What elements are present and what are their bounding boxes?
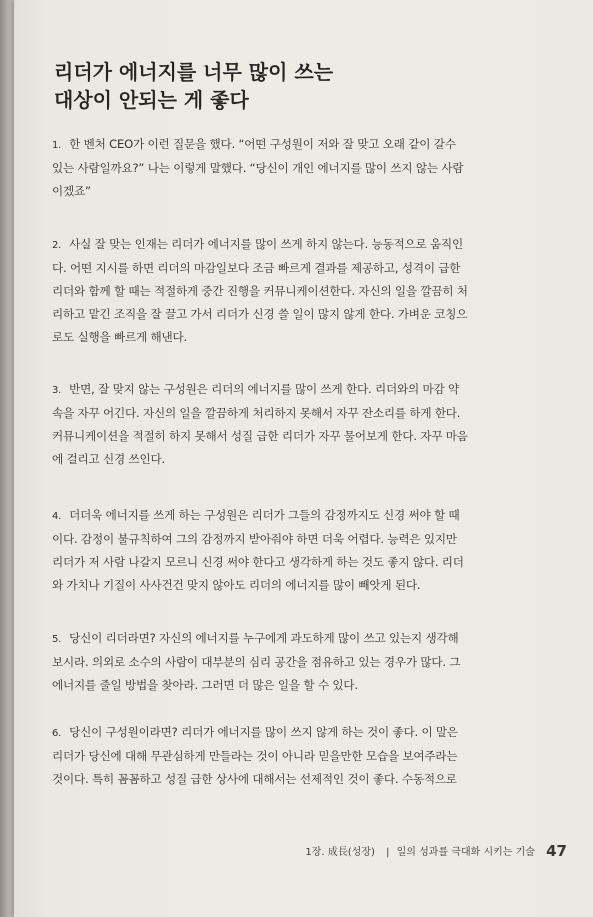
paragraph-number: 4. bbox=[52, 511, 62, 522]
footer-separator: | bbox=[386, 847, 390, 858]
numbered-paragraph-3 bbox=[52, 378, 552, 471]
page-title: 리더가 에너지를 너무 많이 쓰는 대상이 안되는 게 좋다 bbox=[54, 60, 334, 112]
book-binding bbox=[0, 0, 14, 917]
numbered-paragraph-6 bbox=[52, 721, 552, 791]
numbered-paragraph-2 bbox=[52, 233, 552, 349]
paragraph-number: 5. bbox=[52, 634, 62, 645]
paragraph-text: 한 벤처 CEO가 이런 질문을 했다. “어떤 구성원이 저와 잘 맞고 오래 같이 갈수 있는 사람일까요?” 나는 이렇게 말했다. “당신이 개인 에너지를 많이 쓰지 않는 사람 이겠죠” bbox=[52, 137, 464, 198]
numbered-paragraph-4 bbox=[52, 504, 552, 597]
numbered-paragraph-1 bbox=[52, 133, 552, 203]
paragraph-text: 더더욱 에너지를 쓰게 하는 구성원은 리더가 그들의 감정까지도 신경 써야 할 때 이다. 감정이 불규칙하여 그의 감정까지 받아줘야 하면 더욱 어렵다. 능력은 있지만 리더가 저 사람 나갈지 모르니 신경 써야 한다고 생각하게 하는 것도 좋지 않다. 리더 와 가치나 기질이 사사건건 맞지 않아도 리더의 에너지를 많이 빼앗게 된다. bbox=[52, 508, 464, 592]
paragraph-number: 3. bbox=[52, 385, 62, 396]
paragraph-number: 2. bbox=[52, 240, 62, 251]
paragraph-text: 당신이 리더라면? 자신의 에너지를 누구에게 과도하게 많이 쓰고 있는지 생각해 보시라. 의외로 소수의 사람이 대부분의 심리 공간을 점유하고 있는 경우가 많다. 그 에너지를 줄일 방법을 찾아라. 그러면 더 많은 일을 할 수 있다. bbox=[52, 631, 461, 692]
paragraph-number: 1. bbox=[52, 140, 62, 151]
book-page bbox=[14, 0, 593, 917]
page-number: 47 bbox=[546, 842, 567, 860]
running-footer bbox=[305, 842, 567, 860]
paragraph-text: 반면, 잘 맞지 않는 구성원은 리더의 에너지를 많이 쓰게 한다. 리더와의 마감 약 속을 자꾸 어긴다. 자신의 일을 깔끔하게 처리하지 못해서 자꾸 잔소리를 하게 한다. 커뮤니케이션을 적절히 하지 못해서 성질 급한 리더가 자꾸 물어보게 한다. 자꾸 마음 에 걸리고 신경 쓰인다. bbox=[52, 382, 468, 466]
paragraph-text: 사실 잘 맞는 인재는 리더가 에너지를 많이 쓰게 하지 않는다. 능동적으로 움직인 다. 어떤 지시를 하면 리더의 마감일보다 조금 빠르게 결과를 제공하고, 성격이 급한 리더와 함께 할 때는 적절하게 중간 진행을 커뮤니케이션한다. 자신의 일을 깔끔히 처 리하고 맡긴 조직을 잘 끌고 가서 리더가 신경 쓸 일이 많지 않게 한다. 가벼운 코칭으 로도 실행을 빠르게 해낸다. bbox=[52, 237, 468, 344]
paragraph-number: 6. bbox=[52, 728, 62, 739]
numbered-paragraph-5 bbox=[52, 627, 552, 697]
paragraph-text: 당신이 구성원이라면? 리더가 에너지를 많이 쓰지 않게 하는 것이 좋다. 이 말은 리더가 당신에 대해 무관심하게 만들라는 것이 아니라 믿을만한 모습을 보여주라는 것이다. 특히 꼼꼼하고 성질 급한 상사에 대해서는 선제적인 것이 좋다. 수동적으로 bbox=[52, 725, 458, 786]
footer-section-title: 일의 성과를 극대화 시키는 기술 bbox=[396, 847, 535, 858]
footer-chapter: 1장. 成長(성장) bbox=[305, 847, 375, 858]
